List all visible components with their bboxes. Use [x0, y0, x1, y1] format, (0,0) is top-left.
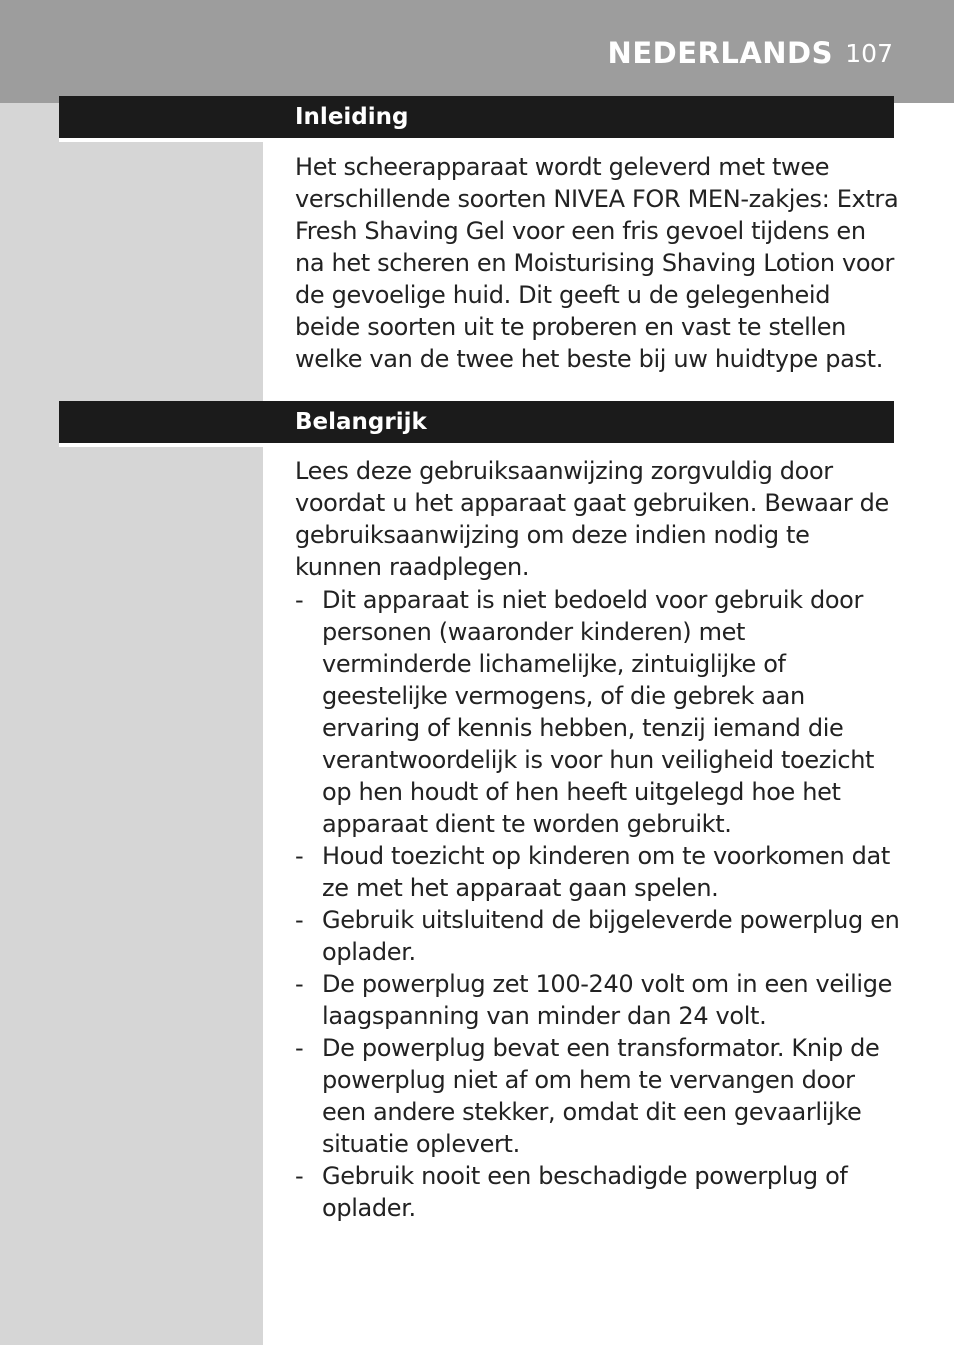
list-item-text: Gebruik nooit een beschadigde powerplug of oplader. — [322, 1162, 848, 1222]
bullet-dash: - — [295, 1034, 304, 1062]
intro-paragraph: Het scheerapparaat wordt geleverd met twee verschillende soorten NIVEA FOR MEN-zakjes: Extra Fresh Shaving Gel voor een fris gevoel tijdens en na het scheren en Moisturising Shaving Lotion voor de gevoelige huid. Dit geeft u de gelegenheid beide soorten uit te proberen en vast te stellen welke van de twee het beste bij uw huidtype past. — [295, 153, 899, 373]
page-number: 107 — [845, 39, 893, 68]
bullet-dash: - — [295, 586, 304, 614]
section-header-inleiding — [59, 96, 894, 138]
language-heading: NEDERLANDS — [607, 36, 833, 70]
list-item-text: De powerplug zet 100-240 volt om in een veilige laagspanning van minder dan 24 volt. — [322, 970, 893, 1030]
list-item — [295, 968, 900, 1032]
section-title: Belangrijk — [295, 409, 427, 435]
section-title: Inleiding — [295, 104, 409, 130]
section-header-belangrijk — [59, 401, 894, 443]
list-item-text: Dit apparaat is niet bedoeld voor gebruik door personen (waaronder kinderen) met verminderde lichamelijke, zintuiglijke of geestelijke vermogens, of die gebrek aan ervaring of kennis hebben, tenzij iemand die verantwoordelijk is voor hun veiligheid toezicht op hen houdt of hen heeft uitgelegd hoe het apparaat dient te worden gebruikt. — [322, 586, 875, 838]
page-header — [0, 0, 954, 103]
list-item — [295, 584, 900, 840]
list-item-text: Houd toezicht op kinderen om te voorkomen dat ze met het apparaat gaan spelen. — [322, 842, 890, 902]
left-margin-band — [0, 103, 263, 1345]
safety-list — [295, 584, 900, 1224]
bullet-dash: - — [295, 906, 304, 934]
divider — [59, 443, 263, 447]
important-paragraph: Lees deze gebruiksaanwijzing zorgvuldig door voordat u het apparaat gaat gebruiken. Bewaar de gebruiksaanwijzing om deze indien nodig te kunnen raadplegen. — [295, 457, 889, 581]
list-item — [295, 1160, 900, 1224]
bullet-dash: - — [295, 970, 304, 998]
list-item — [295, 1032, 900, 1160]
list-item — [295, 904, 900, 968]
list-item — [295, 840, 900, 904]
list-item-text: De powerplug bevat een transformator. Knip de powerplug niet af om hem te vervangen door een andere stekker, omdat dit een gevaarlijke situatie oplevert. — [322, 1034, 880, 1158]
bullet-dash: - — [295, 842, 304, 870]
divider — [59, 138, 263, 142]
bullet-dash: - — [295, 1162, 304, 1190]
list-item-text: Gebruik uitsluitend de bijgeleverde powerplug en oplader. — [322, 906, 900, 966]
